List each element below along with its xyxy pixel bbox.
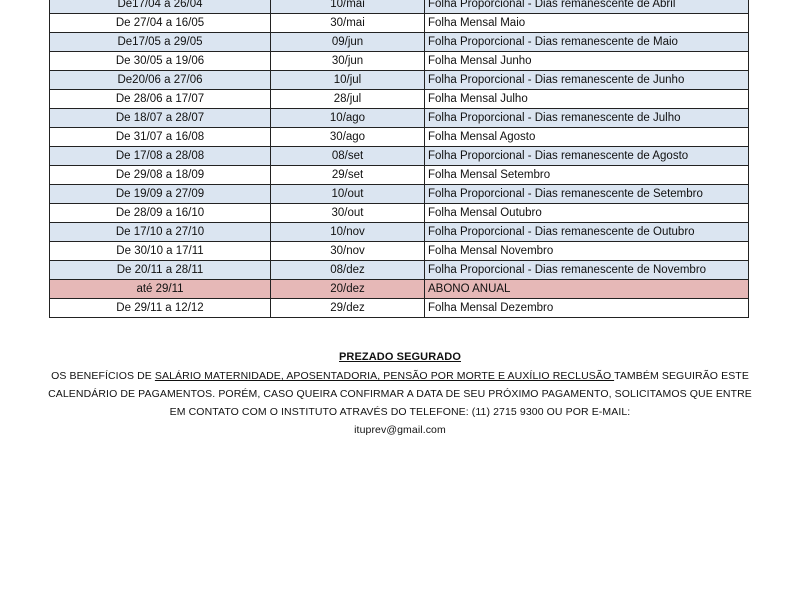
table-row (50, 109, 749, 128)
table-row (50, 52, 749, 71)
notice-email: ituprev@gmail.com (354, 424, 446, 436)
period-cell: De 17/08 a 28/08 (50, 147, 271, 166)
payment-date-cell: 10/ago (271, 109, 425, 128)
description-cell: Folha Mensal Outubro (425, 204, 749, 223)
table-row (50, 261, 749, 280)
description-cell: Folha Proporcional - Dias remanescente de Maio (425, 33, 749, 52)
period-cell: De17/04 a 26/04 (50, 0, 271, 14)
table-row (50, 242, 749, 261)
period-cell: até 29/11 (50, 280, 271, 299)
payment-date-cell: 09/jun (271, 33, 425, 52)
payment-date-cell: 20/dez (271, 280, 425, 299)
notice-intro: OS BENEFÍCIOS DE (51, 370, 155, 382)
payment-date-cell: 29/dez (271, 299, 425, 318)
period-cell: De 27/04 a 16/05 (50, 14, 271, 33)
notice-rest: TAMBÉM SEGUIRÃO ESTE CALENDÁRIO DE PAGAMENTOS. PORÉM, CASO QUEIRA CONFIRMAR A DATA DE SEU PRÓXIMO PAGAMENTO, SOLICITAMOS QUE ENTRE EM CONTATO COM O INSTITUTO ATRAVÉS DO TELEFONE: (11) 2715 9300 OU POR E-MAIL: (48, 370, 752, 418)
payment-date-cell: 30/jun (271, 52, 425, 71)
table-row (50, 223, 749, 242)
period-cell: De 19/09 a 27/09 (50, 185, 271, 204)
payment-date-cell: 28/jul (271, 90, 425, 109)
period-cell: De 28/06 a 17/07 (50, 90, 271, 109)
table-row (50, 33, 749, 52)
notice-benefits-list: SALÁRIO MATERNIDADE, APOSENTADORIA, PENSÃO POR MORTE E AUXÍLIO RECLUSÃO (154, 370, 615, 382)
period-cell: De 17/10 a 27/10 (50, 223, 271, 242)
period-cell: De 28/09 a 16/10 (50, 204, 271, 223)
period-cell: De 30/10 a 17/11 (50, 242, 271, 261)
payment-date-cell: 30/ago (271, 128, 425, 147)
payment-calendar-body (50, 0, 749, 318)
table-row (50, 90, 749, 109)
payment-date-cell: 08/set (271, 147, 425, 166)
payment-date-cell: 30/out (271, 204, 425, 223)
description-cell: Folha Mensal Agosto (425, 128, 749, 147)
payment-date-cell: 08/dez (271, 261, 425, 280)
payment-date-cell: 30/nov (271, 242, 425, 261)
payment-date-cell: 10/out (271, 185, 425, 204)
table-row (50, 71, 749, 90)
payment-date-cell: 10/mai (271, 0, 425, 14)
payment-calendar-table (49, 0, 749, 318)
table-row (50, 14, 749, 33)
description-cell: Folha Mensal Maio (425, 14, 749, 33)
period-cell: De 31/07 a 16/08 (50, 128, 271, 147)
period-cell: De 20/11 a 28/11 (50, 261, 271, 280)
table-row (50, 128, 749, 147)
payment-date-cell: 10/jul (271, 71, 425, 90)
description-cell: Folha Proporcional - Dias remanescente de Agosto (425, 147, 749, 166)
table-row (50, 280, 749, 299)
table-row (50, 147, 749, 166)
description-cell: ABONO ANUAL (425, 280, 749, 299)
period-cell: De17/05 a 29/05 (50, 33, 271, 52)
table-row (50, 166, 749, 185)
description-cell: Folha Mensal Novembro (425, 242, 749, 261)
description-cell: Folha Proporcional - Dias remanescente de Junho (425, 71, 749, 90)
payment-date-cell: 10/nov (271, 223, 425, 242)
description-cell: Folha Proporcional - Dias remanescente de Novembro (425, 261, 749, 280)
description-cell: Folha Mensal Dezembro (425, 299, 749, 318)
table-row (50, 204, 749, 223)
table-row (50, 185, 749, 204)
payment-date-cell: 29/set (271, 166, 425, 185)
period-cell: De20/06 a 27/06 (50, 71, 271, 90)
notice-heading: PREZADO SEGURADO (339, 351, 461, 363)
notice-block (40, 348, 760, 439)
description-cell: Folha Proporcional - Dias remanescente de Julho (425, 109, 749, 128)
description-cell: Folha Proporcional - Dias remanescente de Setembro (425, 185, 749, 204)
description-cell: Folha Proporcional - Dias remanescente de Outubro (425, 223, 749, 242)
payment-date-cell: 30/mai (271, 14, 425, 33)
notice-body (40, 367, 760, 421)
description-cell: Folha Mensal Junho (425, 52, 749, 71)
period-cell: De 29/11 a 12/12 (50, 299, 271, 318)
period-cell: De 30/05 a 19/06 (50, 52, 271, 71)
table-row (50, 0, 749, 14)
period-cell: De 18/07 a 28/07 (50, 109, 271, 128)
description-cell: Folha Mensal Julho (425, 90, 749, 109)
table-row (50, 299, 749, 318)
description-cell: Folha Proporcional - Dias remanescente de Abril (425, 0, 749, 14)
description-cell: Folha Mensal Setembro (425, 166, 749, 185)
period-cell: De 29/08 a 18/09 (50, 166, 271, 185)
